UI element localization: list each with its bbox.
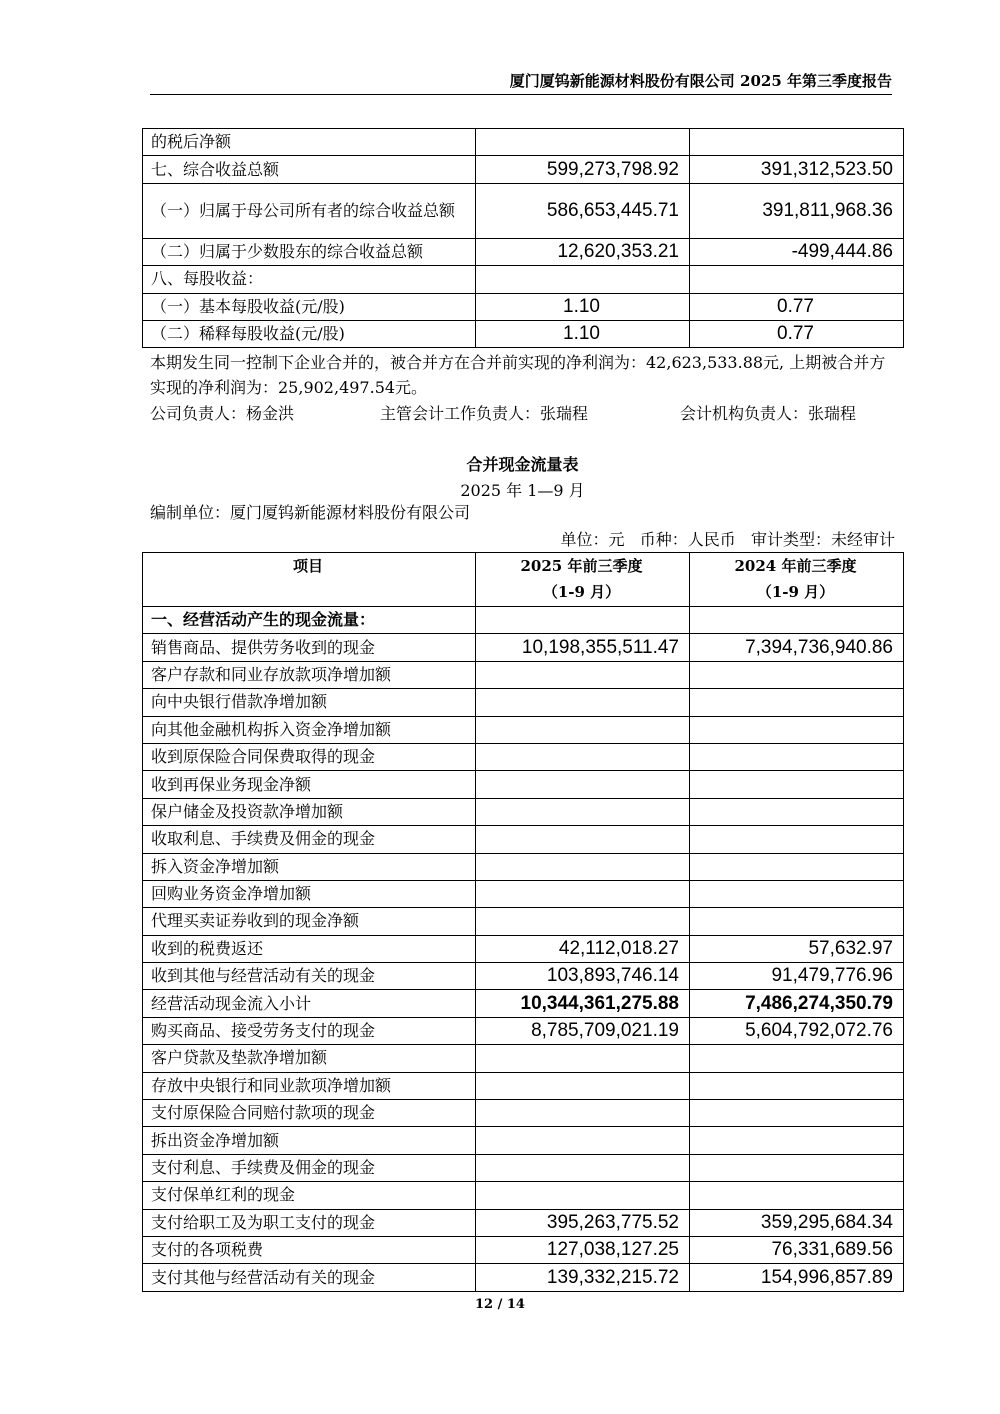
row-label: 客户存款和同业存放款项净增加额: [143, 661, 476, 688]
table-row: [143, 266, 904, 293]
subtotal-row: [143, 990, 904, 1017]
value-2024: [690, 771, 904, 798]
row-label: 向其他金融机构拆入资金净增加额: [143, 716, 476, 743]
table-row: [143, 1209, 904, 1236]
row-label: 收到其他与经营活动有关的现金: [143, 963, 476, 990]
row-label: 支付给职工及为职工支付的现金: [143, 1209, 476, 1236]
row-label: 七、综合收益总额: [143, 156, 476, 183]
row-label: （一）基本每股收益(元/股): [143, 293, 476, 320]
value-2025: [476, 266, 690, 293]
value-2025: 1.10: [476, 293, 690, 320]
row-label: （一）归属于母公司所有者的综合收益总额: [143, 183, 476, 238]
table-row: [143, 129, 904, 156]
units-line: 单位：元 币种：人民币 审计类型：未经审计: [560, 530, 895, 549]
value-2025: 586,653,445.71: [476, 183, 690, 238]
table-row: [143, 238, 904, 265]
row-label: 收到原保险合同保费取得的现金: [143, 743, 476, 770]
value-2025: [476, 743, 690, 770]
value-2025: [476, 129, 690, 156]
row-label: 八、每股收益：: [143, 266, 476, 293]
value-2024: [690, 826, 904, 853]
row-label: 收到的税费返还: [143, 935, 476, 962]
col-header-2024: [690, 553, 904, 607]
row-label: 收到再保业务现金净额: [143, 771, 476, 798]
value-2025: 139,332,215.72: [476, 1264, 690, 1291]
value-2024: 76,331,689.56: [690, 1236, 904, 1263]
row-label: 经营活动现金流入小计: [143, 990, 476, 1017]
table-row: [143, 826, 904, 853]
row-label: 支付原保险合同赔付款项的现金: [143, 1100, 476, 1127]
col-header-2024-sub: （1-9 月）: [756, 583, 835, 601]
value-2024: [690, 1127, 904, 1154]
cashflow-table: [142, 552, 904, 1292]
value-2025: 12,620,353.21: [476, 238, 690, 265]
value-2024: 5,604,792,072.76: [690, 1017, 904, 1044]
value-2025: [476, 607, 690, 634]
table-row: [143, 1100, 904, 1127]
col-header-2025: [476, 553, 690, 607]
table-row: [143, 1154, 904, 1181]
table-row: [143, 1017, 904, 1044]
value-2025: [476, 716, 690, 743]
value-2024: [690, 743, 904, 770]
value-2025: [476, 771, 690, 798]
table-row: [143, 963, 904, 990]
value-2025: 103,893,746.14: [476, 963, 690, 990]
signature-line: [150, 401, 895, 426]
table-row: [143, 743, 904, 770]
table-row: [143, 798, 904, 825]
row-label: 支付其他与经营活动有关的现金: [143, 1264, 476, 1291]
cashflow-period: 2025 年 1—9 月: [460, 481, 585, 500]
value-2024: [690, 661, 904, 688]
value-2025: 127,038,127.25: [476, 1236, 690, 1263]
value-2025: [476, 1154, 690, 1181]
merger-note: 本期发生同一控制下企业合并的，被合并方在合并前实现的净利润为：42,623,533.88元, 上期被合并方实现的净利润为：25,902,497.54元。: [150, 353, 886, 397]
value-2025: [476, 880, 690, 907]
value-2025: [476, 1127, 690, 1154]
row-label: 代理买卖证券收到的现金净额: [143, 908, 476, 935]
value-2024: [690, 1182, 904, 1209]
value-2025: 1.10: [476, 320, 690, 347]
table-row: [143, 607, 904, 634]
income-statement-continuation-table: [142, 128, 904, 348]
value-2025: [476, 1182, 690, 1209]
table-row: [143, 1127, 904, 1154]
value-2025: [476, 798, 690, 825]
row-label: 拆出资金净增加额: [143, 1127, 476, 1154]
accounting-head: 主管会计工作负责人：张瑞程: [380, 404, 589, 423]
table-row: [143, 716, 904, 743]
table-row: [143, 1182, 904, 1209]
table-row: [143, 1236, 904, 1263]
row-label: 支付利息、手续费及佣金的现金: [143, 1154, 476, 1181]
table-row: [143, 908, 904, 935]
table-row: [143, 661, 904, 688]
value-2024: [690, 1100, 904, 1127]
table-row: [143, 689, 904, 716]
value-2024: 391,312,523.50: [690, 156, 904, 183]
value-2024: [690, 1154, 904, 1181]
value-2025: [476, 826, 690, 853]
value-2024: 0.77: [690, 293, 904, 320]
value-2024: 359,295,684.34: [690, 1209, 904, 1236]
row-label: 向中央银行借款净增加额: [143, 689, 476, 716]
value-2024: -499,444.86: [690, 238, 904, 265]
table-row: [143, 634, 904, 661]
table-row: [143, 293, 904, 320]
section-label: 一、经营活动产生的现金流量：: [143, 607, 476, 634]
preparer: 编制单位：厦门厦钨新能源材料股份有限公司: [150, 503, 471, 522]
accounting-org-head: 会计机构负责人：张瑞程: [680, 404, 857, 423]
value-2024: 7,394,736,940.86: [690, 634, 904, 661]
value-2025: 8,785,709,021.19: [476, 1017, 690, 1044]
table-row: [143, 771, 904, 798]
row-label: 保户储金及投资款净增加额: [143, 798, 476, 825]
value-2025: 42,112,018.27: [476, 935, 690, 962]
page-number: 12 / 14: [475, 1297, 525, 1312]
col-header-2025-sub: （1-9 月）: [542, 583, 621, 601]
value-2024: [690, 266, 904, 293]
table-row: [143, 156, 904, 183]
table-row: [143, 1045, 904, 1072]
row-label: 支付保单红利的现金: [143, 1182, 476, 1209]
value-2025: 395,263,775.52: [476, 1209, 690, 1236]
value-2024: 0.77: [690, 320, 904, 347]
value-2024: 391,811,968.36: [690, 183, 904, 238]
value-2024: [690, 853, 904, 880]
value-2025: 10,344,361,275.88: [476, 990, 690, 1017]
value-2025: 10,198,355,511.47: [476, 634, 690, 661]
value-2024: [690, 880, 904, 907]
table-row: [143, 320, 904, 347]
value-2024: [690, 607, 904, 634]
table-row: [143, 1072, 904, 1099]
table-row: [143, 183, 904, 238]
value-2025: [476, 908, 690, 935]
row-label: 购买商品、接受劳务支付的现金: [143, 1017, 476, 1044]
row-label: 回购业务资金净增加额: [143, 880, 476, 907]
row-label: 支付的各项税费: [143, 1236, 476, 1263]
row-label: 客户贷款及垫款净增加额: [143, 1045, 476, 1072]
value-2024: [690, 129, 904, 156]
value-2025: [476, 1072, 690, 1099]
row-label: 的税后净额: [143, 129, 476, 156]
col-header-2025-label: 2025 年前三季度: [520, 557, 643, 575]
table-header-row: [143, 553, 904, 607]
table-row: [143, 1264, 904, 1291]
value-2025: 599,273,798.92: [476, 156, 690, 183]
row-label: 拆入资金净增加额: [143, 853, 476, 880]
value-2024: [690, 798, 904, 825]
row-label: （二）稀释每股收益(元/股): [143, 320, 476, 347]
col-header-item: [143, 553, 476, 607]
table-row: [143, 853, 904, 880]
value-2025: [476, 661, 690, 688]
value-2025: [476, 1100, 690, 1127]
value-2024: 154,996,857.89: [690, 1264, 904, 1291]
value-2025: [476, 1045, 690, 1072]
page-header: 厦门厦钨新能源材料股份有限公司 2025 年第三季度报告: [150, 70, 892, 95]
value-2024: 7,486,274,350.79: [690, 990, 904, 1017]
value-2025: [476, 689, 690, 716]
col-header-2024-label: 2024 年前三季度: [734, 557, 857, 575]
row-label: （二）归属于少数股东的综合收益总额: [143, 238, 476, 265]
row-label: 销售商品、提供劳务收到的现金: [143, 634, 476, 661]
value-2025: [476, 853, 690, 880]
value-2024: [690, 1072, 904, 1099]
value-2024: 91,479,776.96: [690, 963, 904, 990]
row-label: 收取利息、手续费及佣金的现金: [143, 826, 476, 853]
value-2024: 57,632.97: [690, 935, 904, 962]
value-2024: [690, 1045, 904, 1072]
value-2024: [690, 689, 904, 716]
cashflow-title: 合并现金流量表: [466, 455, 579, 474]
table-row: [143, 935, 904, 962]
company-head: 公司负责人：杨金洪: [150, 404, 295, 423]
col-header-item-label: 项目: [292, 557, 323, 575]
value-2024: [690, 716, 904, 743]
table-row: [143, 880, 904, 907]
value-2024: [690, 908, 904, 935]
row-label: 存放中央银行和同业款项净增加额: [143, 1072, 476, 1099]
